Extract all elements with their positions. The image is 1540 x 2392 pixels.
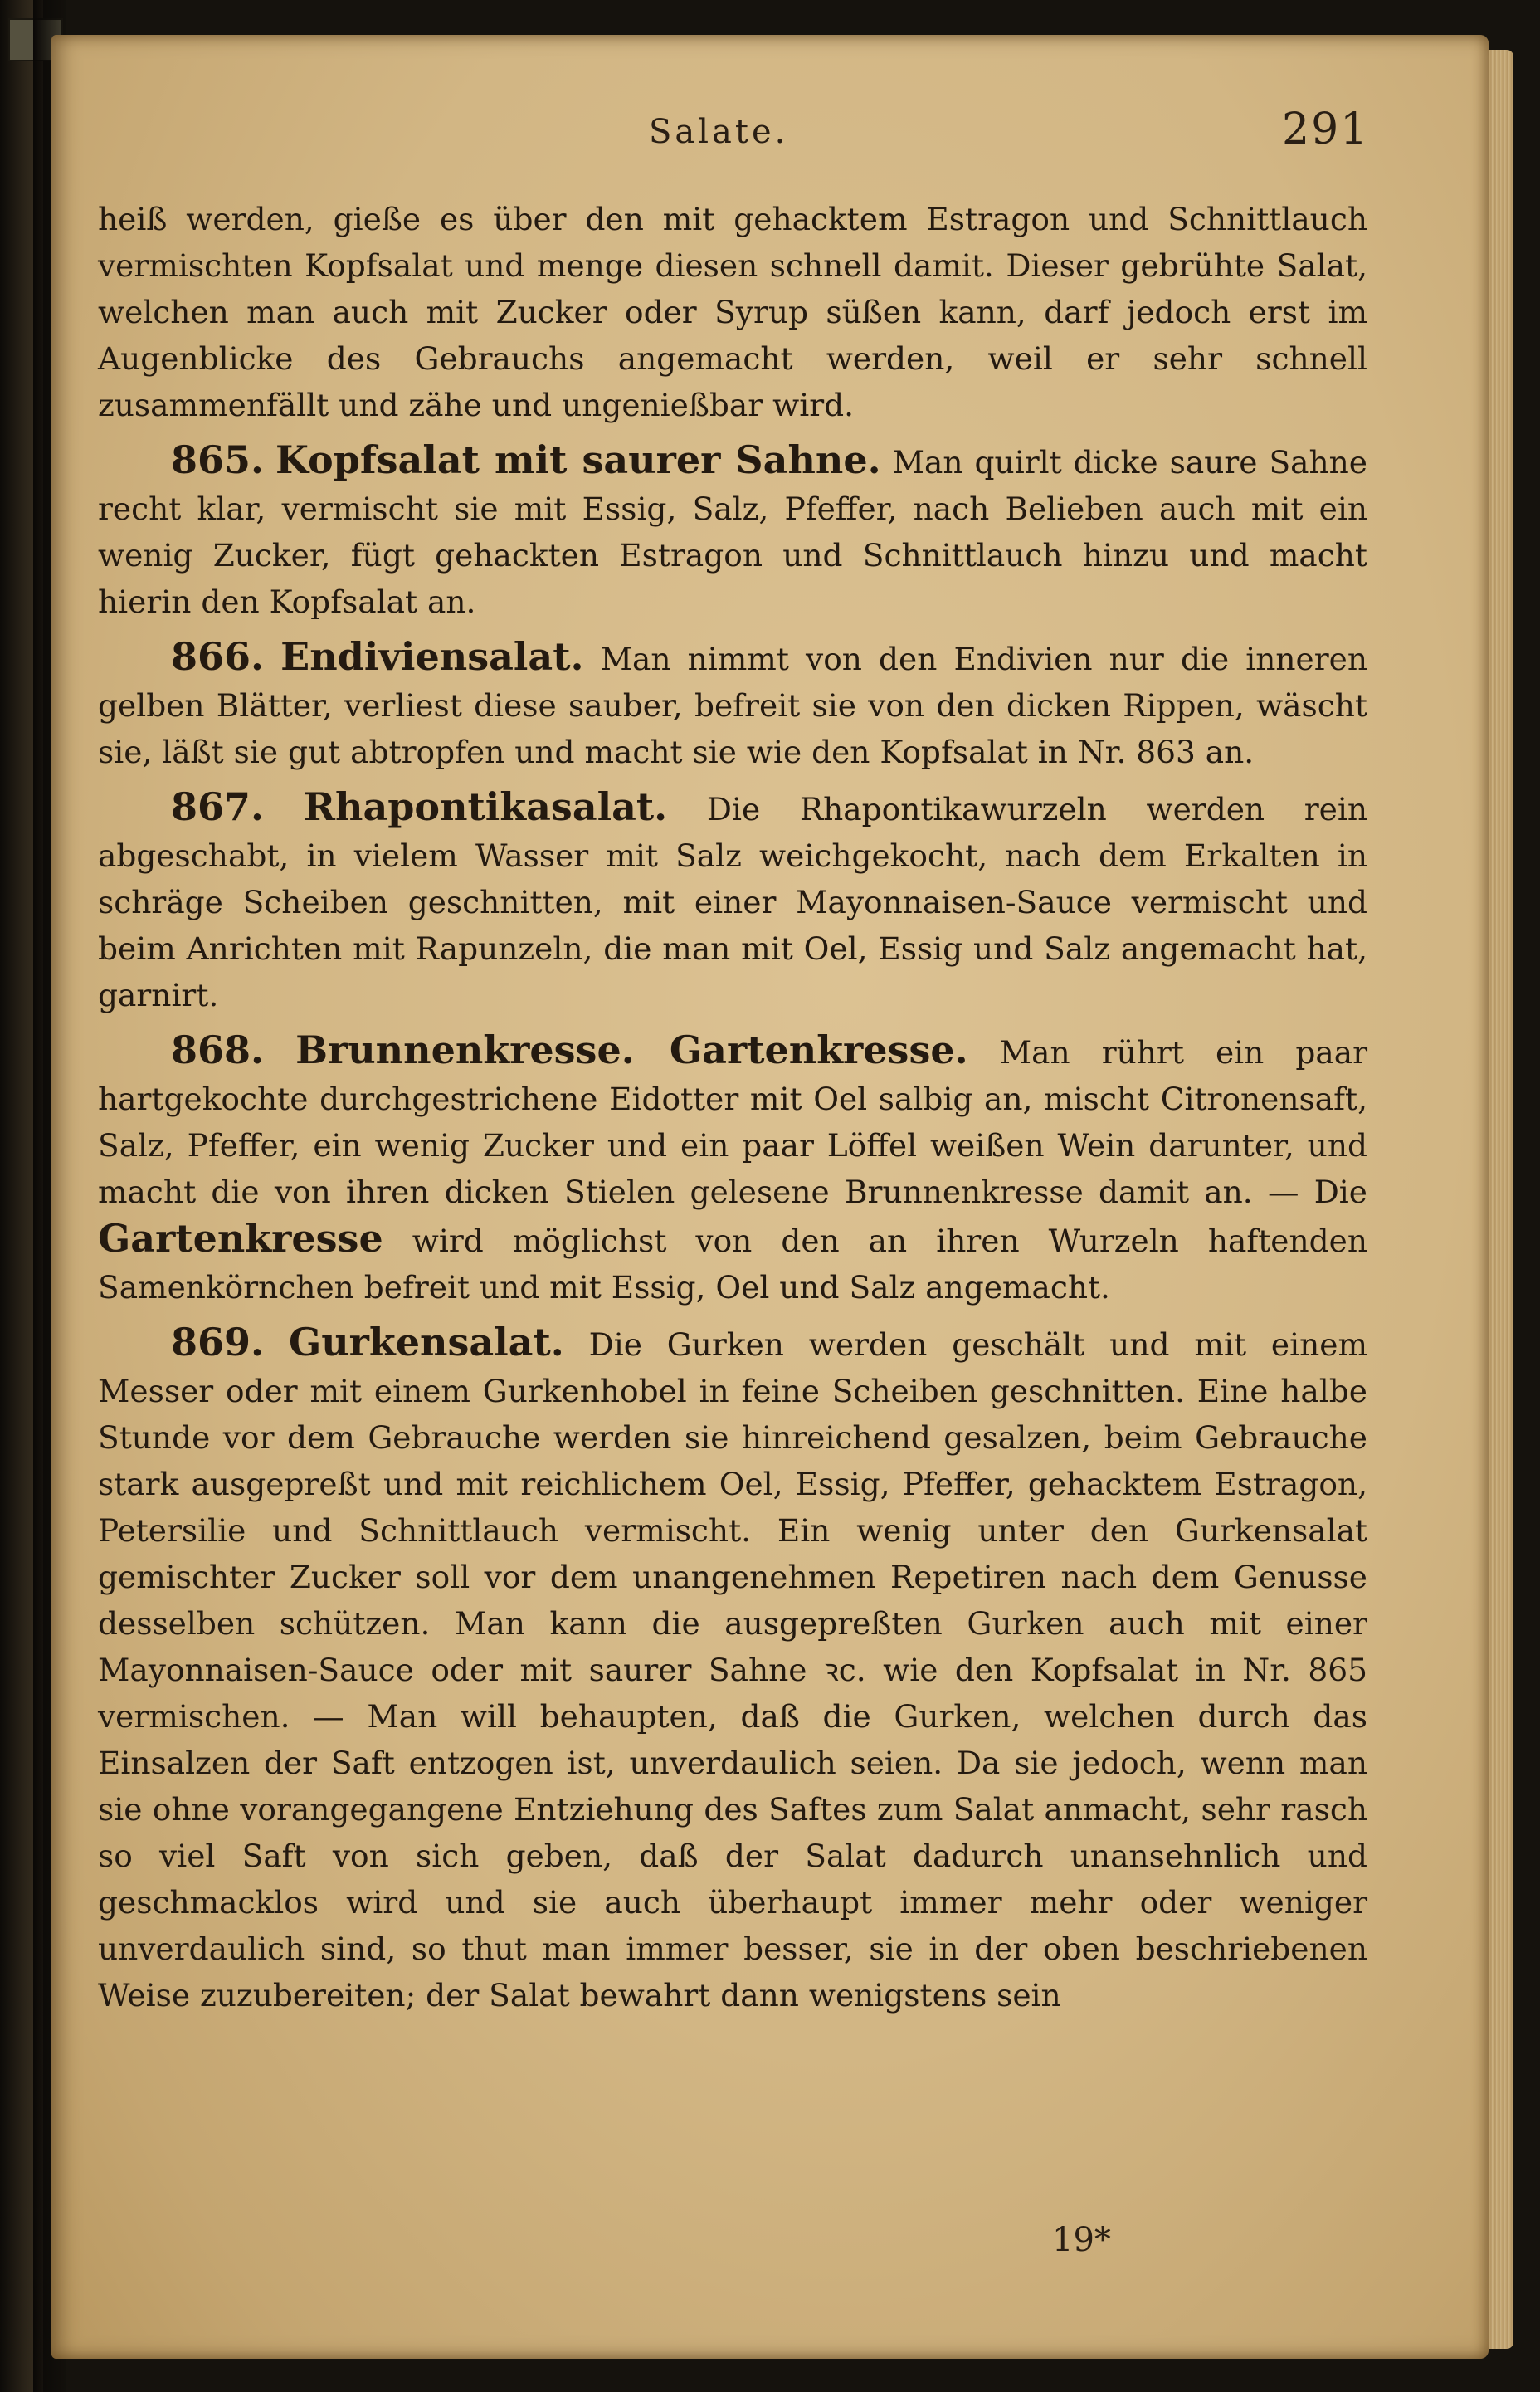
running-head: Salate.: [649, 113, 789, 151]
recipe-title: Brunnenkresse. Gartenkresse.: [295, 1028, 968, 1072]
recipe-text: Die Rhapontikawurzeln werden rein abgeschabt, in vielem Wasser mit Salz weichgekocht, nach dem Erkalten in schräge Scheiben geschnitten, mit einer Mayonnaisen-Sauce vermischt und beim Anrichten mit Rapunzeln, die man mit Oel, Essig und Salz angemacht hat, garnirt.: [98, 791, 1368, 1013]
recipe-number: 868.: [171, 1028, 265, 1072]
recipe-title: Endiviensalat.: [280, 634, 584, 679]
recipe-868: [98, 1027, 1367, 1311]
recipe-number: 866.: [171, 634, 265, 679]
recipe-text-continued: wird möglichst von den an ihren Wurzeln haftenden Samenkörnchen befreit und mit Essig, Oel und Salz angemacht.: [98, 1223, 1367, 1306]
signature-mark: 19*: [1052, 2221, 1111, 2259]
recipe-text: Die Gurken werden geschält und mit einem Messer oder mit einem Gurkenhobel in feine Scheiben geschnitten. Eine halbe Stunde vor dem Gebrauche werden sie hinreichend gesalzen, beim Gebrauche stark ausgepreßt und mit reichlichem Oel, Essig, Pfeffer, gehacktem Estragon, Petersilie und Schnittlauch vermischt. Ein wenig unter den Gurkensalat gemischter Zucker soll vor dem unangenehmen Repetiren nach dem Genusse desselben schützen. Man kann die ausgepreßten Gurken auch mit einer Mayonnaisen-Sauce oder mit saurer Sahne ꝛc. wie den Kopfsalat in Nr. 865 vermischen. — Man will behaupten, daß die Gurken, welchen durch das Einsalzen der Saft entzogen ist, unverdaulich seien. Da sie jedoch, wenn man sie ohne vorangegangene Entziehung des Saftes zum Salat anmacht, sehr rasch so viel Saft von sich geben, daß der Salat dadurch unansehnlich und geschmacklos wird und sie auch überhaupt immer mehr oder weniger unverdaulich sind, so thut man immer besser, sie in der oben beschriebenen Weise zuzubereiten; der Salat bewahrt dann wenigstens sein: [98, 1326, 1368, 2014]
recipe-number: 869.: [171, 1320, 265, 1364]
page-text: [98, 196, 1367, 2019]
recipe-867: [98, 784, 1367, 1018]
intro-paragraph: heiß werden, gieße es über den mit gehacktem Estragon und Schnittlauch vermischten Kopfsalat und menge diesen schnell damit. Dieser gebrühte Salat, welchen man auch mit Zucker oder Syrup süßen kann, darf jedoch erst im Augenblicke des Gebrauchs angemacht werden, weil er sehr schnell zusammenfällt und zähe und ungenießbar wird.: [98, 201, 1367, 423]
recipe-inline-title: Gartenkresse: [98, 1216, 383, 1261]
page-stack-edge: [1489, 50, 1513, 2349]
recipe-text: Man rührt ein paar hartgekochte durchgestrichene Eidotter mit Oel salbig an, mischt Citronensaft, Salz, Pfeffer, ein wenig Zucker und ein paar Löffel weißen Wein darunter, und macht die von ihren dicken Stielen gelesene Brunnenkresse damit an. — Die: [98, 1034, 1368, 1210]
recipe-number: 867.: [171, 784, 265, 829]
recipe-866: [98, 633, 1367, 775]
recipe-title: Rhapontikasalat.: [303, 784, 668, 829]
recipe-text: Man nimmt von den Endivien nur die inneren gelben Blätter, verliest diese sauber, befreit sie von den dicken Rippen, wäscht sie, läßt sie gut abtropfen und macht sie wie den Kopfsalat in Nr. 863 an.: [98, 641, 1368, 770]
page-number: 291: [1282, 105, 1370, 154]
recipe-869: [98, 1319, 1367, 2019]
recipe-title: Gurkensalat.: [288, 1320, 564, 1364]
recipe-865: [98, 437, 1367, 625]
page-header: [51, 100, 1489, 166]
recipe-title: Kopfsalat mit saurer Sahne.: [275, 437, 881, 482]
recipe-number: 865.: [171, 437, 265, 482]
recipe-text: Man quirlt dicke saure Sahne recht klar, vermischt sie mit Essig, Salz, Pfeffer, nach Belieben auch mit ein wenig Zucker, fügt gehackten Estragon und Schnittlauch hinzu und macht hierin den Kopfsalat an.: [98, 444, 1368, 620]
